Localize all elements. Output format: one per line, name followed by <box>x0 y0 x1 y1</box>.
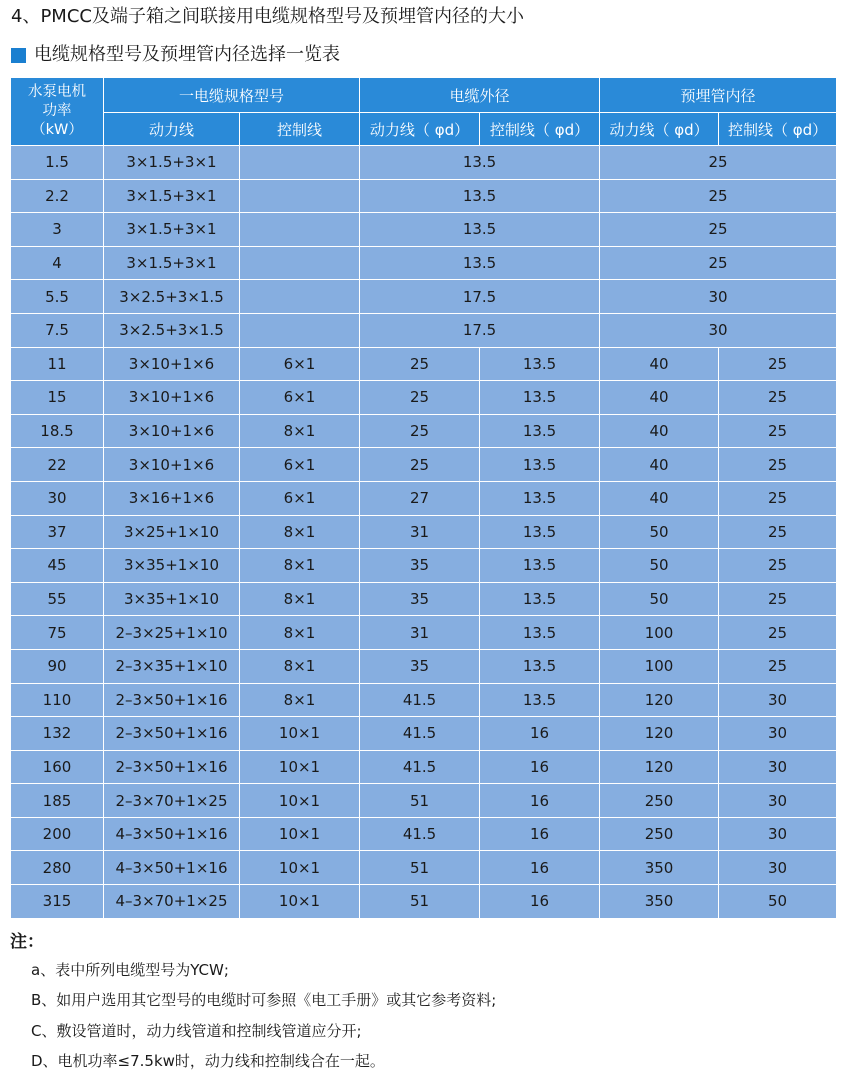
cell-power-line: 4–3×50+1×16 <box>104 817 240 851</box>
cell-cable-od: 13.5 <box>360 146 600 180</box>
cell-control-line <box>240 246 360 280</box>
cell-motor-power: 7.5 <box>11 313 104 347</box>
cell-power-line: 3×2.5+3×1.5 <box>104 280 240 314</box>
cell-power-line: 3×1.5+3×1 <box>104 179 240 213</box>
table-row <box>11 515 837 549</box>
cell-control-line: 8×1 <box>240 549 360 583</box>
cell-power-pipe: 50 <box>600 549 719 583</box>
cell-pipe-diameter: 25 <box>600 146 837 180</box>
table-row <box>11 582 837 616</box>
cell-control-line: 8×1 <box>240 515 360 549</box>
cell-motor-power: 3 <box>11 213 104 247</box>
cell-power-pipe: 40 <box>600 347 719 381</box>
table-row <box>11 146 837 180</box>
cell-pipe-diameter: 25 <box>600 246 837 280</box>
cell-power-pipe: 40 <box>600 414 719 448</box>
cell-motor-power: 15 <box>11 381 104 415</box>
cell-motor-power: 132 <box>11 717 104 751</box>
header-motor-power <box>11 78 104 146</box>
cell-power-line: 2–3×70+1×25 <box>104 784 240 818</box>
cell-control-od: 13.5 <box>480 616 600 650</box>
cell-power-pipe: 40 <box>600 381 719 415</box>
cell-power-od: 27 <box>360 481 480 515</box>
cell-motor-power: 30 <box>11 481 104 515</box>
cell-control-line <box>240 313 360 347</box>
cell-power-line: 3×1.5+3×1 <box>104 213 240 247</box>
cell-cable-od: 13.5 <box>360 179 600 213</box>
table-row <box>11 448 837 482</box>
header-motor-power-line2: 功率 <box>42 103 72 119</box>
cell-power-pipe: 250 <box>600 784 719 818</box>
cell-control-od: 16 <box>480 885 600 919</box>
cell-power-pipe: 50 <box>600 582 719 616</box>
note-item-a: a、表中所列电缆型号为YCW; <box>31 961 229 979</box>
cell-power-line: 3×10+1×6 <box>104 381 240 415</box>
cell-control-pipe: 30 <box>719 851 837 885</box>
cell-control-line <box>240 179 360 213</box>
header-motor-power-unit: （kW） <box>31 122 83 138</box>
cell-power-od: 35 <box>360 549 480 583</box>
cell-control-line: 8×1 <box>240 582 360 616</box>
table-caption-text: 电缆规格型号及预埋管内径选择一览表 <box>34 44 340 65</box>
table-row <box>11 481 837 515</box>
table-row <box>11 616 837 650</box>
cell-motor-power: 18.5 <box>11 414 104 448</box>
header-cable-spec: 一电缆规格型号 <box>104 78 360 113</box>
table-row <box>11 649 837 683</box>
subheader-control-pipe: 控制线（ φd） <box>719 113 837 146</box>
header-cable-od: 电缆外径 <box>360 78 600 113</box>
note-item-d: D、电机功率≤7.5kw时，动力线和控制线合在一起。 <box>31 1052 385 1070</box>
cell-control-pipe: 25 <box>719 616 837 650</box>
cell-control-od: 13.5 <box>480 347 600 381</box>
cell-motor-power: 22 <box>11 448 104 482</box>
cell-control-od: 16 <box>480 717 600 751</box>
cell-power-od: 25 <box>360 381 480 415</box>
cell-control-od: 13.5 <box>480 582 600 616</box>
cell-power-line: 3×16+1×6 <box>104 481 240 515</box>
cell-power-od: 31 <box>360 515 480 549</box>
cell-power-od: 41.5 <box>360 683 480 717</box>
cell-power-line: 3×10+1×6 <box>104 414 240 448</box>
cell-control-od: 13.5 <box>480 683 600 717</box>
cell-pipe-diameter: 30 <box>600 280 837 314</box>
subheader-power-od: 动力线（ φd） <box>360 113 480 146</box>
cell-power-od: 25 <box>360 448 480 482</box>
cell-power-line: 3×35+1×10 <box>104 549 240 583</box>
cell-control-line: 10×1 <box>240 717 360 751</box>
cell-power-line: 4–3×70+1×25 <box>104 885 240 919</box>
cell-control-line: 6×1 <box>240 347 360 381</box>
table-row <box>11 817 837 851</box>
cell-cable-od: 17.5 <box>360 280 600 314</box>
cell-power-od: 25 <box>360 414 480 448</box>
cell-cable-od: 13.5 <box>360 213 600 247</box>
table-row <box>11 750 837 784</box>
cell-motor-power: 45 <box>11 549 104 583</box>
cell-control-od: 13.5 <box>480 649 600 683</box>
cell-power-od: 41.5 <box>360 750 480 784</box>
cell-control-pipe: 25 <box>719 381 837 415</box>
cell-power-pipe: 40 <box>600 481 719 515</box>
cell-motor-power: 55 <box>11 582 104 616</box>
subheader-power-line: 动力线 <box>104 113 240 146</box>
cable-spec-table <box>10 77 837 919</box>
cell-control-pipe: 30 <box>719 717 837 751</box>
cell-control-pipe: 25 <box>719 549 837 583</box>
cell-control-line: 10×1 <box>240 885 360 919</box>
table-row <box>11 213 837 247</box>
cell-control-od: 16 <box>480 817 600 851</box>
cell-power-line: 4–3×50+1×16 <box>104 851 240 885</box>
cell-control-line: 6×1 <box>240 481 360 515</box>
table-row <box>11 347 837 381</box>
cell-control-od: 16 <box>480 851 600 885</box>
cell-power-od: 35 <box>360 649 480 683</box>
cell-control-pipe: 30 <box>719 817 837 851</box>
cell-control-line <box>240 213 360 247</box>
notes-title: 注： <box>10 932 44 952</box>
cell-control-line: 8×1 <box>240 683 360 717</box>
cell-power-pipe: 40 <box>600 448 719 482</box>
cell-power-od: 51 <box>360 784 480 818</box>
cell-power-pipe: 100 <box>600 649 719 683</box>
cell-power-line: 2–3×50+1×16 <box>104 717 240 751</box>
cell-power-pipe: 120 <box>600 750 719 784</box>
subheader-power-pipe: 动力线（ φd） <box>600 113 719 146</box>
cell-motor-power: 11 <box>11 347 104 381</box>
cell-motor-power: 4 <box>11 246 104 280</box>
table-caption <box>11 42 340 68</box>
cell-power-od: 41.5 <box>360 817 480 851</box>
cell-control-line: 8×1 <box>240 616 360 650</box>
square-bullet-icon <box>11 48 26 63</box>
cell-motor-power: 37 <box>11 515 104 549</box>
cell-control-od: 13.5 <box>480 549 600 583</box>
notes-section <box>10 930 44 954</box>
cell-motor-power: 200 <box>11 817 104 851</box>
cell-motor-power: 75 <box>11 616 104 650</box>
cell-power-od: 31 <box>360 616 480 650</box>
cell-power-od: 25 <box>360 347 480 381</box>
cell-power-pipe: 250 <box>600 817 719 851</box>
cell-power-line: 3×10+1×6 <box>104 448 240 482</box>
cell-power-od: 51 <box>360 851 480 885</box>
cell-control-line: 6×1 <box>240 448 360 482</box>
table-row <box>11 885 837 919</box>
cell-cable-od: 13.5 <box>360 246 600 280</box>
cell-control-pipe: 50 <box>719 885 837 919</box>
cell-control-pipe: 25 <box>719 347 837 381</box>
cell-control-od: 13.5 <box>480 448 600 482</box>
cell-control-pipe: 25 <box>719 414 837 448</box>
page-heading: 4、PMCC及端子箱之间联接用电缆规格型号及预埋管内径的大小 <box>11 6 524 27</box>
cell-power-pipe: 350 <box>600 885 719 919</box>
cell-power-line: 2–3×25+1×10 <box>104 616 240 650</box>
cell-cable-od: 17.5 <box>360 313 600 347</box>
cell-control-od: 13.5 <box>480 414 600 448</box>
cell-control-pipe: 30 <box>719 750 837 784</box>
cell-power-od: 41.5 <box>360 717 480 751</box>
cell-power-line: 2–3×50+1×16 <box>104 683 240 717</box>
table-row <box>11 179 837 213</box>
cell-motor-power: 185 <box>11 784 104 818</box>
cell-motor-power: 5.5 <box>11 280 104 314</box>
cell-control-line <box>240 280 360 314</box>
cell-control-pipe: 30 <box>719 784 837 818</box>
cell-power-pipe: 50 <box>600 515 719 549</box>
subheader-control-line: 控制线 <box>240 113 360 146</box>
cell-power-line: 3×2.5+3×1.5 <box>104 313 240 347</box>
note-item-b: B、如用户选用其它型号的电缆时可参照《电工手册》或其它参考资料; <box>31 991 497 1009</box>
cell-power-line: 3×10+1×6 <box>104 347 240 381</box>
cell-motor-power: 90 <box>11 649 104 683</box>
table-body <box>11 146 837 919</box>
cell-control-pipe: 25 <box>719 448 837 482</box>
cell-control-od: 13.5 <box>480 381 600 415</box>
cell-control-od: 13.5 <box>480 515 600 549</box>
header-motor-power-line1: 水泵电机 <box>28 84 86 100</box>
cell-control-line: 6×1 <box>240 381 360 415</box>
cell-pipe-diameter: 25 <box>600 179 837 213</box>
cell-control-pipe: 25 <box>719 515 837 549</box>
cell-power-pipe: 120 <box>600 683 719 717</box>
cell-motor-power: 280 <box>11 851 104 885</box>
cell-control-od: 16 <box>480 750 600 784</box>
cell-control-pipe: 25 <box>719 649 837 683</box>
cell-control-line: 10×1 <box>240 817 360 851</box>
cell-control-line: 10×1 <box>240 851 360 885</box>
cell-control-line: 8×1 <box>240 414 360 448</box>
cell-control-pipe: 30 <box>719 683 837 717</box>
cell-power-line: 2–3×35+1×10 <box>104 649 240 683</box>
cell-control-pipe: 25 <box>719 582 837 616</box>
header-pipe-diameter: 预埋管内径 <box>600 78 837 113</box>
table-row <box>11 784 837 818</box>
cell-power-pipe: 350 <box>600 851 719 885</box>
table-row <box>11 246 837 280</box>
cell-control-od: 16 <box>480 784 600 818</box>
cell-power-od: 51 <box>360 885 480 919</box>
cell-power-line: 3×1.5+3×1 <box>104 146 240 180</box>
cell-pipe-diameter: 25 <box>600 213 837 247</box>
table-row <box>11 717 837 751</box>
cell-control-line: 8×1 <box>240 649 360 683</box>
table-row <box>11 549 837 583</box>
cell-power-pipe: 120 <box>600 717 719 751</box>
cell-motor-power: 1.5 <box>11 146 104 180</box>
note-item-c: C、敷设管道时，动力线管道和控制线管道应分开; <box>31 1022 362 1040</box>
cell-motor-power: 110 <box>11 683 104 717</box>
cell-power-line: 3×35+1×10 <box>104 582 240 616</box>
table-row <box>11 683 837 717</box>
cell-control-pipe: 25 <box>719 481 837 515</box>
cell-power-od: 35 <box>360 582 480 616</box>
cell-power-line: 3×25+1×10 <box>104 515 240 549</box>
cell-motor-power: 315 <box>11 885 104 919</box>
table-row <box>11 414 837 448</box>
cell-motor-power: 160 <box>11 750 104 784</box>
cell-power-line: 3×1.5+3×1 <box>104 246 240 280</box>
table-row <box>11 280 837 314</box>
cell-motor-power: 2.2 <box>11 179 104 213</box>
cell-power-line: 2–3×50+1×16 <box>104 750 240 784</box>
cell-pipe-diameter: 30 <box>600 313 837 347</box>
cell-power-pipe: 100 <box>600 616 719 650</box>
cell-control-line: 10×1 <box>240 784 360 818</box>
subheader-control-od: 控制线（ φd） <box>480 113 600 146</box>
cell-control-line: 10×1 <box>240 750 360 784</box>
table-row <box>11 381 837 415</box>
cell-control-line <box>240 146 360 180</box>
table-row <box>11 851 837 885</box>
table-row <box>11 313 837 347</box>
cell-control-od: 13.5 <box>480 481 600 515</box>
